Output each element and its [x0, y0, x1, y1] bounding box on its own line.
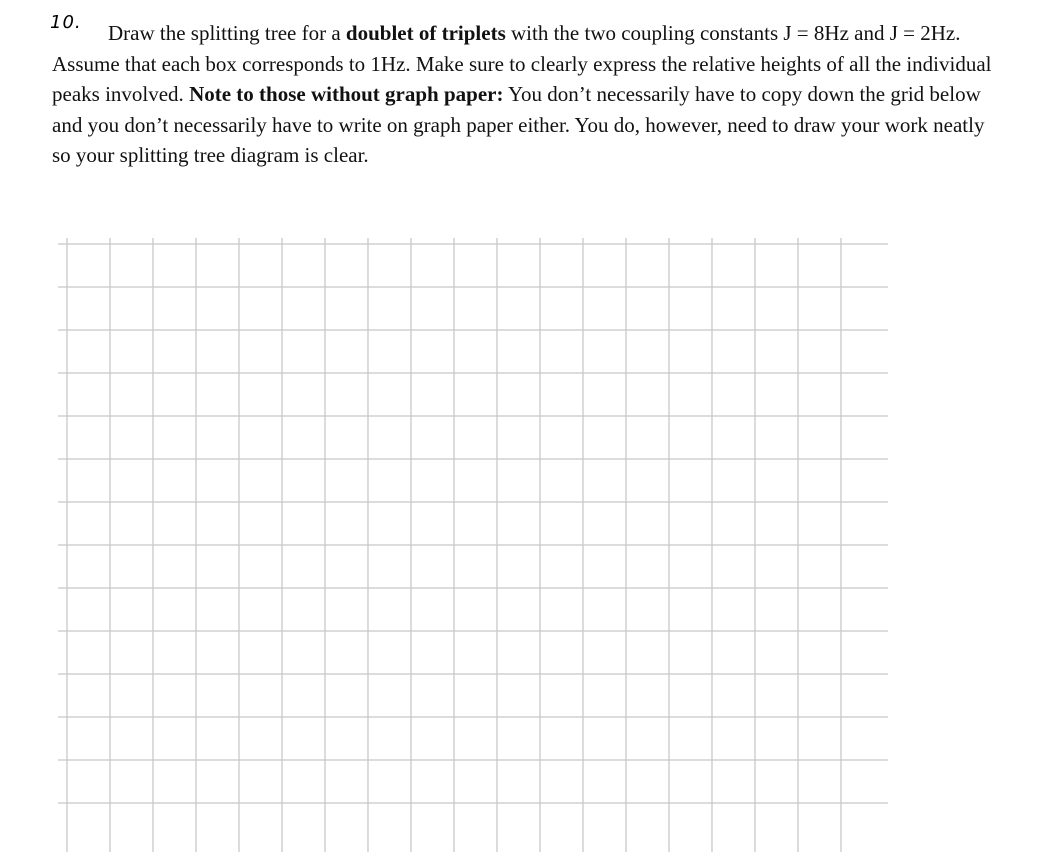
question-segment-3: Note to those without graph paper: — [189, 82, 504, 106]
question-segment-1: doublet of triplets — [345, 21, 506, 45]
question-segment-0: Draw the splitting tree for a — [108, 21, 346, 45]
question-segment-2: with the two coupling constants J = 8Hz and J = 2Hz. Assume that each box corresponds to 1Hz. Make sure to clearly express the relative heights of all the individual peaks involved. — [52, 21, 992, 106]
question-segment-4: You don’t necessarily have to copy down the grid below and you don’t necessarily have to write on graph paper either. You do, however, need to draw your work neatly so your splitting tree diagram is clear. — [52, 82, 985, 167]
question-number: 10. — [50, 12, 82, 33]
